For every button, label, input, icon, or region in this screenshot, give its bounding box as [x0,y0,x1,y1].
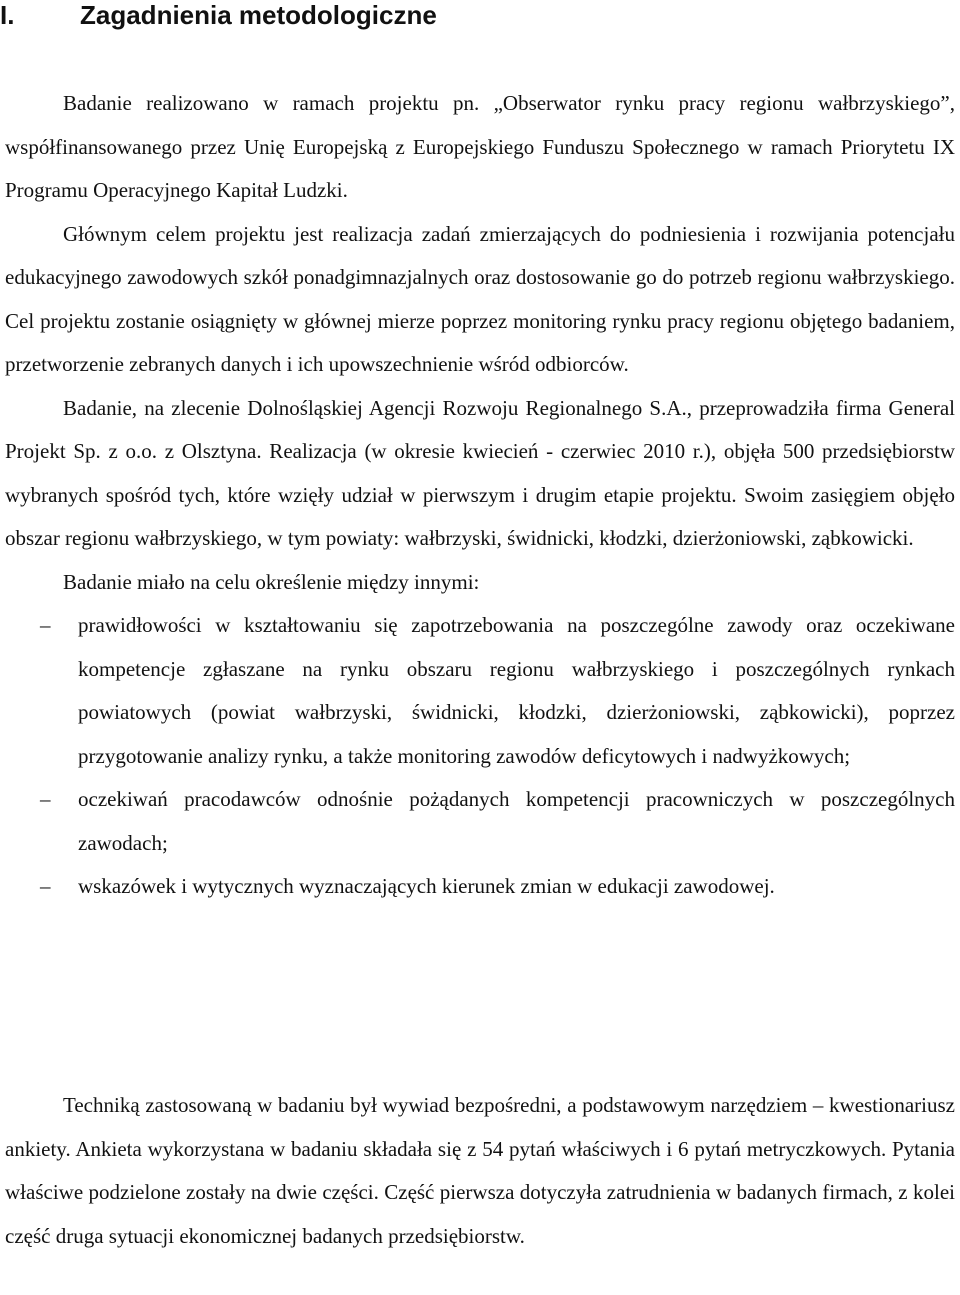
list-item [5,778,955,865]
list-item-text: wskazówek i wytycznych wyznaczających kierunek zmian w edukacji zawodowej. [78,874,775,898]
section-heading [0,0,437,30]
body-text-methodology [5,1084,955,1258]
list-item [5,865,955,909]
paragraph-research-execution: Badanie, na zlecenie Dolnośląskiej Agencji Rozwoju Regionalnego S.A., przeprowadziła firma General Projekt Sp. z o.o. z Olsztyna. Realizacja (w okresie kwiecień - czerwiec 2010 r.), objęła 500 przedsiębiorstw wybranych spośród tych, które wzięły udział w pierwszym i drugim etapie projektu. Swoim zasięgiem objęło obszar regionu wałbrzyskiego, w tym powiaty: wałbrzyski, świdnicki, kłodzki, dzierżoniowski, ząbkowicki. [5,395,955,550]
list-item-text: prawidłowości w kształtowaniu się zapotrzebowania na poszczególne zawody oraz oczekiwane kompetencje zgłaszane na rynku obszaru regionu wałbrzyskiego i poszczególnych rynkach powiatowych (powiat wałbrzyski, świdnicki, kłodzki, dzierżoniowski, ząbkowicki), poprzez przygotowanie analizy rynku, a także monitoring zawodów deficytowych i nadwyżkowych; [78,613,955,768]
list-item-text: oczekiwań pracodawców odnośnie pożądanych kompetencji pracowniczych w poszczególnych zawodach; [78,787,955,855]
paragraph-methodology: Techniką zastosowaną w badaniu był wywiad bezpośredni, a podstawowym narzędziem – kwestionariusz ankiety. Ankieta wykorzystana w badaniu składała się z 54 pytań właściwych i 6 pytań metryczkowych. Pytania właściwe podzielone zostały na dwie części. Część pierwsza dotyczyła zatrudnienia w badanych firmach, z kolei część druga sytuacji ekonomicznej badanych przedsiębiorstw. [5,1093,955,1248]
list-dash: – [40,874,51,898]
paragraph-research-aims-intro: Badanie miało na celu określenie między innymi: [63,569,480,594]
section-number: I. [0,0,15,30]
list-dash: – [40,787,51,811]
research-aims-list [5,604,955,909]
paragraph-project-goal: Głównym celem projektu jest realizacja zadań zmierzających do podniesienia i rozwijania potencjału edukacyjnego zawodowych szkół ponadgimnazjalnych oraz dostosowanie go do potrzeb regionu wałbrzyskiego. Cel projektu zostanie osiągnięty w głównej mierze poprzez monitoring rynku pracy regionu objętego badaniem, przetworzenie zebranych danych i ich upowszechnienie wśród odbiorców. [5,221,955,376]
list-item [5,604,955,778]
paragraph-project-intro: Badanie realizowano w ramach projektu pn. „Obserwator rynku pracy regionu wałbrzyskiego”, współfinansowanego przez Unię Europejską z Europejskiego Funduszu Społecznego w ramach Priorytetu IX Programu Operacyjnego Kapitał Ludzki. [5,91,955,202]
list-dash: – [40,613,51,637]
section-title: Zagadnienia metodologiczne [80,0,437,30]
body-text [5,82,955,909]
